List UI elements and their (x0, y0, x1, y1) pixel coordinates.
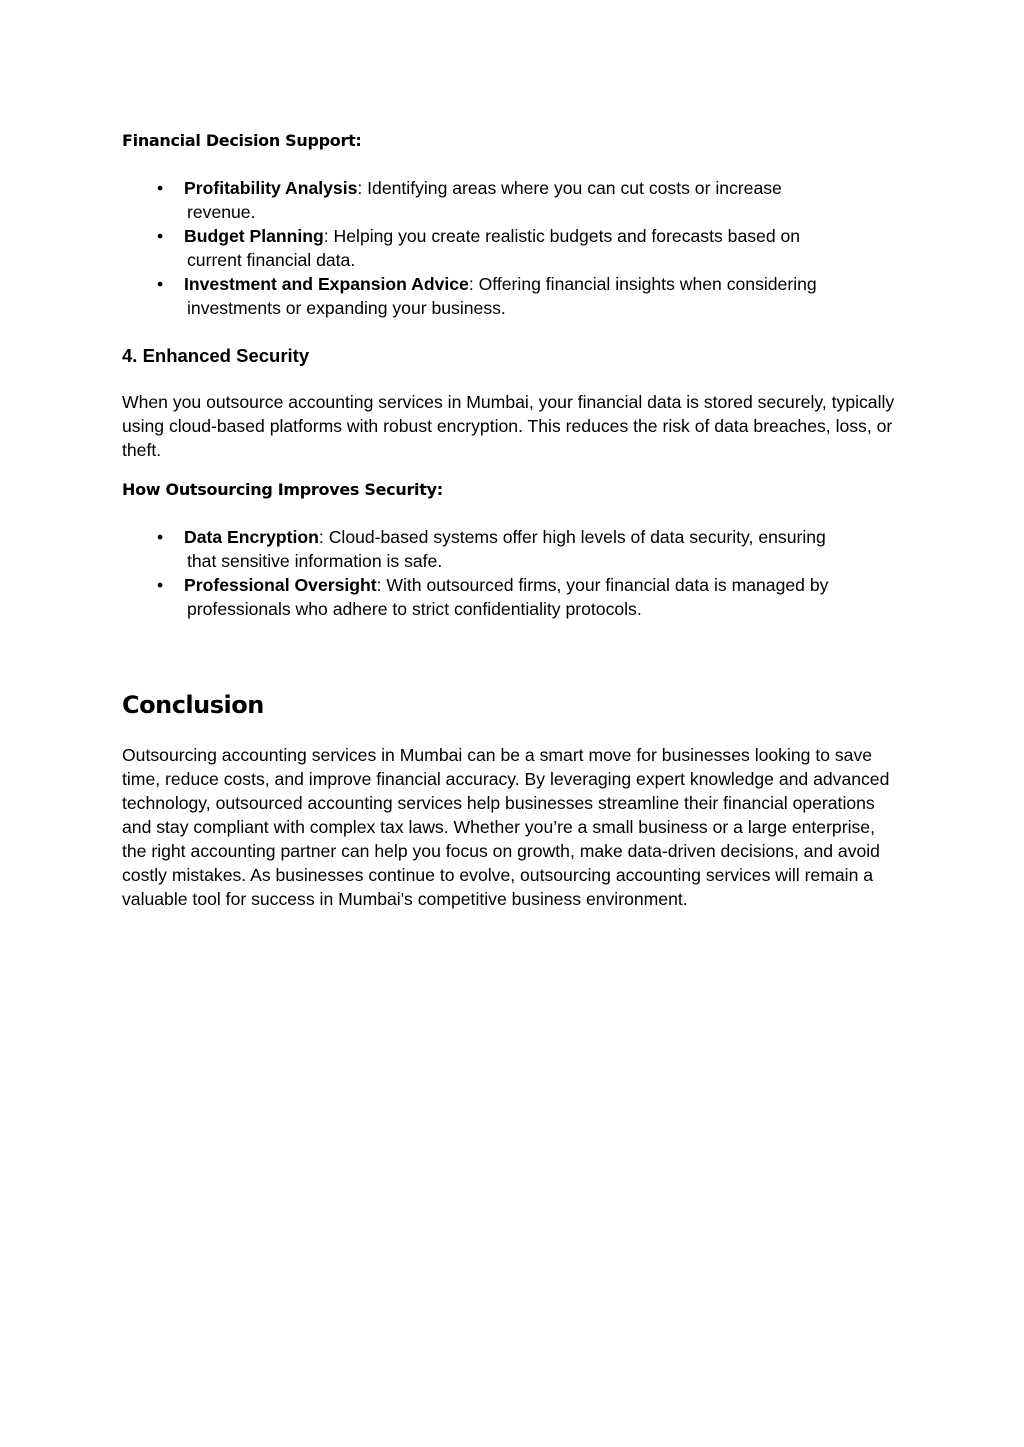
how-outsourcing-improves-security-heading: How Outsourcing Improves Security: (122, 480, 443, 499)
item-term: Investment and Expansion Advice (184, 274, 469, 294)
bullet-icon: • (157, 575, 164, 595)
financial-support-list (122, 176, 902, 320)
bullet-icon: • (157, 274, 164, 294)
enhanced-security-heading: 4. Enhanced Security (122, 345, 310, 366)
bullet-icon: • (157, 178, 164, 198)
item-text: : With outsourced firms, your financial data is managed by (376, 575, 829, 595)
item-text: : Helping you create realistic budgets and forecasts based on (323, 226, 801, 246)
list-item (122, 176, 902, 224)
list-item (122, 573, 902, 621)
bullet-icon: • (157, 226, 164, 246)
bullet-icon: • (157, 527, 164, 547)
list-item (122, 272, 902, 320)
item-text-continued: current financial data. (187, 250, 356, 270)
item-text: : Cloud-based systems offer high levels of data security, ensuring (318, 527, 826, 547)
conclusion-paragraph: Outsourcing accounting services in Mumbai can be a smart move for businesses looking to save time, reduce costs, and improve financial accuracy. By leveraging expert knowledge and advanced technology, outsourced accounting services help businesses streamline their financial operations and stay compliant with complex tax laws. Whether you’re a small business or a large enterprise, the right accounting partner can help you focus on growth, make data-driven decisions, and avoid costly mistakes. As businesses continue to evolve, outsourcing accounting services will remain a valuable tool for success in Mumbai's competitive business environment. (122, 745, 890, 909)
item-term: Data Encryption (184, 527, 319, 547)
item-text-continued: professionals who adhere to strict confidentiality protocols. (187, 599, 642, 619)
list-item (122, 224, 902, 272)
conclusion-heading: Conclusion (122, 691, 264, 719)
list-item (122, 525, 902, 573)
item-text-continued: investments or expanding your business. (187, 298, 506, 318)
item-term: Professional Oversight (184, 575, 377, 595)
item-text: : Offering financial insights when considering (468, 274, 817, 294)
item-text: : Identifying areas where you can cut costs or increase (357, 178, 782, 198)
security-list (122, 525, 902, 621)
item-term: Profitability Analysis (184, 178, 358, 198)
financial-decision-support-heading: Financial Decision Support: (122, 131, 362, 150)
item-text-continued: that sensitive information is safe. (187, 551, 443, 571)
item-term: Budget Planning (184, 226, 324, 246)
security-paragraph: When you outsource accounting services in Mumbai, your financial data is stored securely, typically using cloud-based platforms with robust encryption. This reduces the risk of data breaches, loss, or theft. (122, 392, 895, 460)
item-text-continued: revenue. (187, 202, 256, 222)
